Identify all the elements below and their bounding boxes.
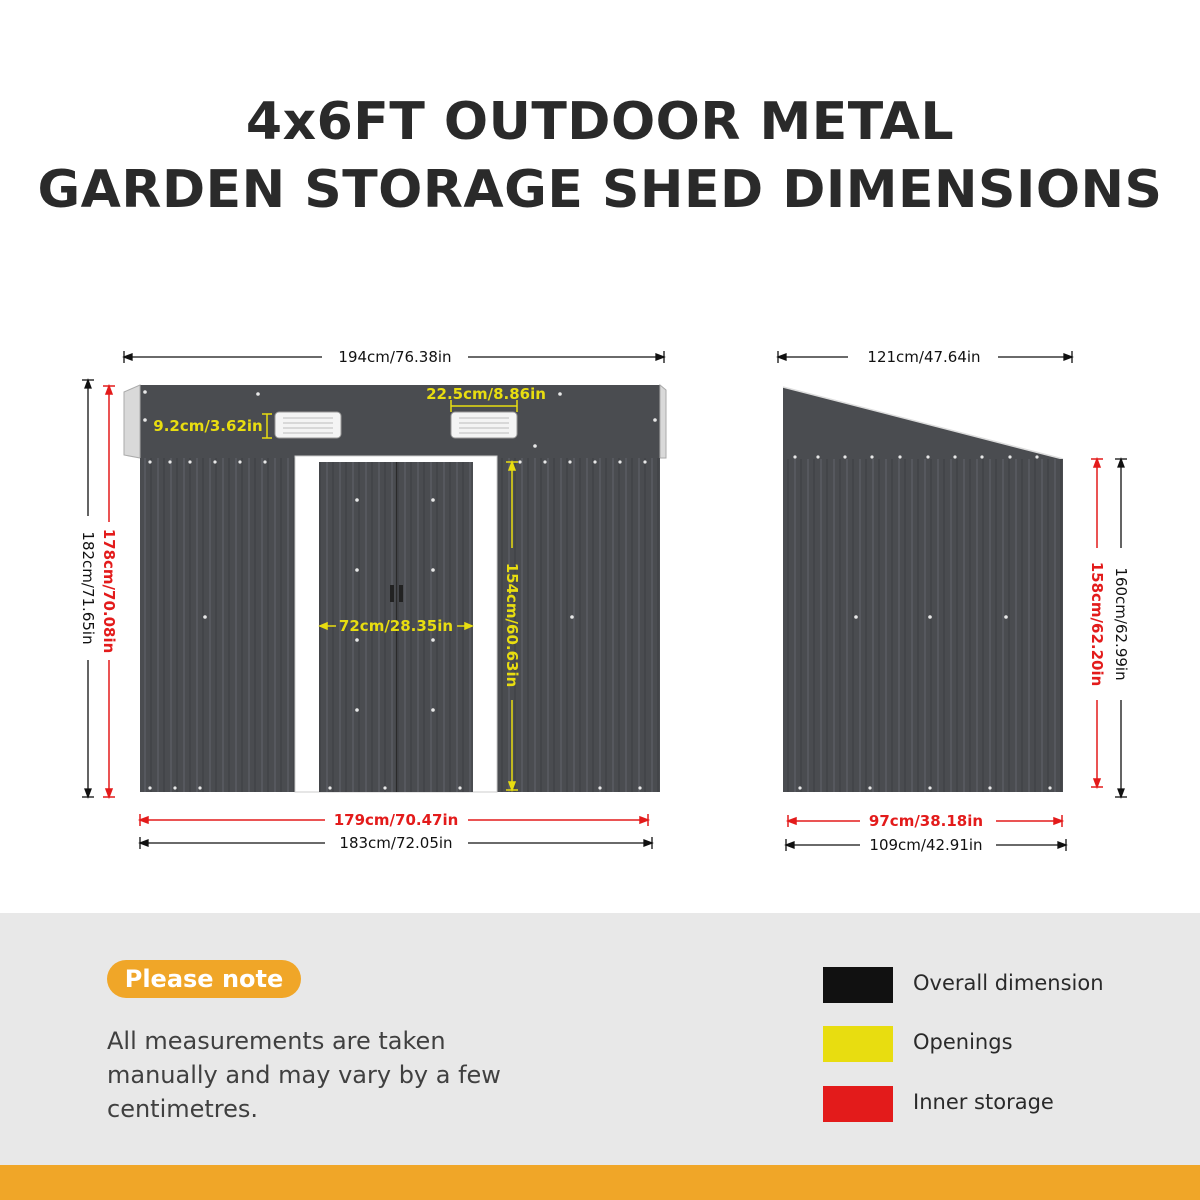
label-front-overall-height: 182cm/71.65in bbox=[79, 531, 97, 645]
label-front-base-width: 183cm/72.05in bbox=[339, 834, 453, 852]
door-handle-left bbox=[390, 585, 394, 602]
front-vent-right bbox=[451, 412, 517, 438]
please-note-badge: Please note bbox=[107, 960, 301, 998]
legend-label-inner: Inner storage bbox=[913, 1090, 1054, 1114]
front-vent-left bbox=[275, 412, 341, 438]
label-front-top-width: 194cm/76.38in bbox=[338, 348, 452, 366]
label-side-overall-height: 160cm/62.99in bbox=[1112, 567, 1130, 681]
roof-edge-left bbox=[124, 385, 140, 458]
label-side-inner-depth: 97cm/38.18in bbox=[868, 812, 984, 830]
bottom-accent-bar bbox=[0, 1165, 1200, 1200]
label-door-width: 72cm/28.35in bbox=[338, 617, 454, 635]
page-title-line-2: GARDEN STORAGE SHED DIMENSIONS bbox=[37, 160, 1163, 220]
shed-dimension-drawing bbox=[0, 330, 1200, 860]
page-title-line-1: 4x6FT OUTDOOR METAL bbox=[245, 92, 955, 152]
side-wall bbox=[783, 459, 1063, 792]
legend-swatch-inner bbox=[823, 1086, 893, 1122]
front-wall-left bbox=[140, 458, 295, 792]
label-side-inner-height: 158cm/62.20in bbox=[1088, 561, 1106, 687]
legend-swatch-overall bbox=[823, 967, 893, 1003]
label-front-inner-height: 178cm/70.08in bbox=[100, 528, 118, 654]
legend-swatch-openings bbox=[823, 1026, 893, 1062]
roof-edge-right bbox=[660, 385, 666, 458]
front-view bbox=[124, 385, 666, 792]
label-door-height: 154cm/60.63in bbox=[503, 562, 521, 688]
label-vent-width: 22.5cm/8.86in bbox=[426, 385, 546, 403]
note-text: All measurements are taken manually and may vary by a few centimetres. bbox=[107, 1027, 501, 1123]
legend-label-overall: Overall dimension bbox=[913, 971, 1104, 995]
label-side-base-depth: 109cm/42.91in bbox=[869, 836, 983, 854]
legend-label-openings: Openings bbox=[913, 1030, 1013, 1054]
side-view bbox=[783, 387, 1063, 792]
label-front-inner-width: 179cm/70.47in bbox=[333, 811, 459, 829]
label-side-top-depth: 121cm/47.64in bbox=[867, 348, 981, 366]
door-handle-right bbox=[399, 585, 403, 602]
label-vent-height: 9.2cm/3.62in bbox=[153, 417, 263, 435]
